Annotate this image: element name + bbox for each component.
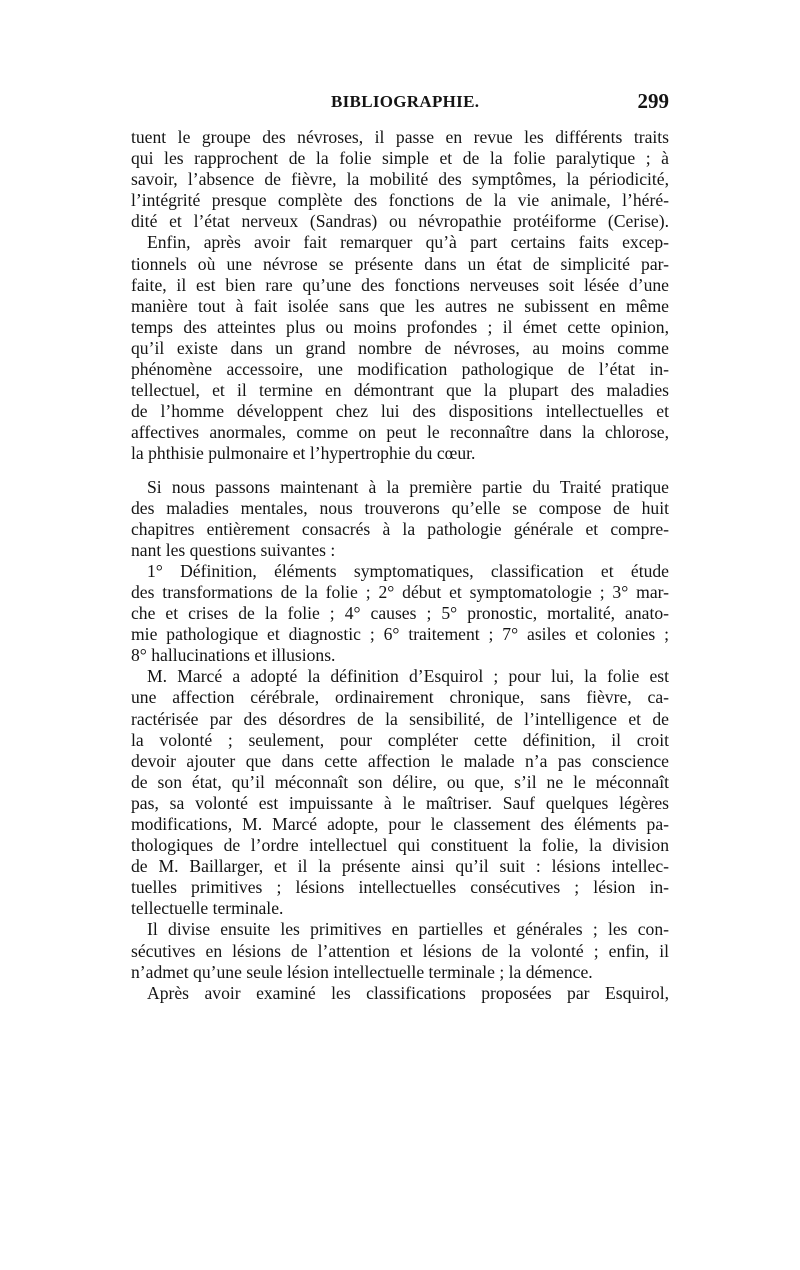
text-line: affectives anormales, comme on peut le reconnaître dans la chlorose, xyxy=(131,422,669,443)
paragraph xyxy=(131,919,669,1003)
text-line: sécutives en lésions de l’attention et lésions de la volonté ; enfin, il xyxy=(131,940,669,961)
text-line: qu’il existe dans un grand nombre de névroses, au moins comme xyxy=(131,337,669,358)
running-head xyxy=(131,89,669,118)
text-line: de M. Baillarger, et il la présente ainsi qu’il suit : lésions intellec- xyxy=(131,856,669,877)
text-line: savoir, l’absence de fièvre, la mobilité des symptômes, la périodicité, xyxy=(131,169,669,190)
text-line: Il divise ensuite les primitives en partielles et générales ; les con- xyxy=(147,919,669,940)
paragraph xyxy=(131,561,669,666)
text-line: Enfin, après avoir fait remarquer qu’à part certains faits excep- xyxy=(147,232,669,253)
text-line: nant les questions suivantes : xyxy=(131,539,336,560)
paragraph xyxy=(131,477,669,561)
text-line: des maladies mentales, nous trouverons qu’elle se compose de huit xyxy=(131,497,669,518)
text-line: tellectuelle terminale. xyxy=(131,898,284,919)
text-line: mie pathologique et diagnostic ; 6° traitement ; 7° asiles et colonies ; xyxy=(131,624,669,645)
text-line: des transformations de la folie ; 2° début et symptomatologie ; 3° mar- xyxy=(131,581,669,602)
text-line: la volonté ; seulement, pour compléter cette définition, il croit xyxy=(131,729,669,750)
text-line: une affection cérébrale, ordinairement chronique, sans fièvre, ca- xyxy=(131,687,669,708)
text-line: qui les rapprochent de la folie simple et de la folie paralytique ; à xyxy=(131,148,669,169)
paragraph-gap xyxy=(131,465,669,477)
text-line: modifications, M. Marcé adopte, pour le classement des éléments pa- xyxy=(131,814,669,834)
text-line: chapitres entièrement consacrés à la pathologie générale et compre- xyxy=(131,518,669,539)
text-line: tionnels où une névrose se présente dans un état de simplicité par- xyxy=(131,253,669,274)
text-line: tuelles primitives ; lésions intellectuelles consécutives ; lésion in- xyxy=(131,877,669,898)
paragraph xyxy=(131,127,669,232)
text-line: manière tout à fait isolée sans que les autres ne subissent en même xyxy=(131,295,669,316)
text-line: thologiques de l’ordre intellectuel qui constituent la folie, la division xyxy=(131,835,669,856)
page-number: 299 xyxy=(637,89,669,113)
running-head-title: BIBLIOGRAPHIE. xyxy=(331,92,480,111)
text-line: la phthisie pulmonaire et l’hypertrophie du cœur. xyxy=(131,443,476,464)
text-line: faite, il est bien rare qu’une des fonctions nerveuses soit lésée d’une xyxy=(131,274,669,295)
text-line: temps des atteintes plus ou moins profondes ; il émet cette opinion, xyxy=(131,316,669,337)
paragraph xyxy=(131,232,669,464)
text-line: ractérisée par des désordres de la sensibilité, de l’intelligence et de xyxy=(131,708,669,729)
text-line: de l’homme développent chez lui des dispositions intellectuelles et xyxy=(131,401,669,422)
text-line: tellectuel, et il termine en démontrant que la plupart des maladies xyxy=(131,380,669,401)
text-line: tuent le groupe des névroses, il passe en revue les différents traits xyxy=(131,127,669,147)
text-line: dité et l’état nerveux (Sandras) ou névropathie protéiforme (Cerise). xyxy=(131,211,669,232)
text-line: devoir ajouter que dans cette affection le malade n’a pas conscience xyxy=(131,750,669,771)
text-line: de son état, qu’il méconnaît son délire, ou que, s’il ne le méconnaît xyxy=(131,771,669,792)
text-line: n’admet qu’une seule lésion intellectuelle terminale ; la démence. xyxy=(131,961,593,982)
text-line: che et crises de la folie ; 4° causes ; 5° pronostic, mortalité, anato- xyxy=(131,603,669,624)
text-line: 8° hallucinations et illusions. xyxy=(131,645,336,666)
text-line: M. Marcé a adopté la définition d’Esquirol ; pour lui, la folie est xyxy=(147,666,669,687)
paragraph xyxy=(131,666,669,919)
text-line: phénomène accessoire, une modification pathologique de l’état in- xyxy=(131,359,669,380)
text-line: 1° Définition, éléments symptomatiques, classification et étude xyxy=(147,560,669,581)
text-line: Après avoir examiné les classifications proposées par Esquirol, xyxy=(147,982,669,1003)
text-line: l’intégrité presque complète des fonctions de la vie animale, l’héré- xyxy=(131,190,669,211)
body-text xyxy=(131,127,669,1004)
text-line: Si nous passons maintenant à la première partie du Traité pratique xyxy=(147,476,669,497)
text-line: pas, sa volonté est impuissante à le maîtriser. Sauf quelques légères xyxy=(131,792,669,813)
